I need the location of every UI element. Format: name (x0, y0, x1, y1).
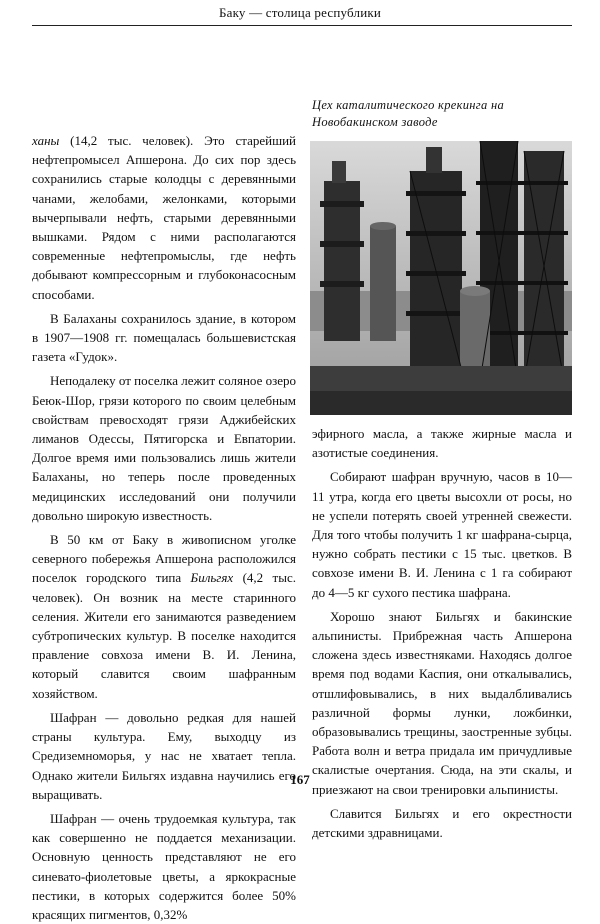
paragraph-text: В 50 км от Баку в живописном уголке северного побережья Апшерона расположился поселок городского типа (32, 532, 296, 586)
running-header: Баку — столица республики (218, 5, 382, 20)
paragraph: Шафран — довольно редкая для нашей страны культура. Ему, выходцу из Средиземноморья, у нас не хватает тепла. Однако жители Бильгях издавна научились его выращивать. (32, 709, 296, 802)
place-name-italic: Бильгях (190, 570, 234, 586)
photo-caption (312, 97, 574, 130)
paragraph (32, 131, 296, 304)
paragraph: Шафран — очень трудоемкая культура, так как совершенно не поддается механизации. Основную ценность представляют не его синевато-фиолетовые цветы, а яркокрасные пестики, в которых содержится более 50% красящих пигментов, 0,32% (32, 810, 296, 922)
industrial-plant-photo (310, 141, 572, 415)
paragraph: Неподалеку от поселка лежит соляное озеро Беюк-Шор, грязи которого по своим целебным свойствам превосходят грязи Аджибейских лиманов Одессы, Пятигорска и Евпатории. Долгое время ими пользовались лишь жители Балаханы, но теперь после проведенных медицинских исследований они получили довольно широкую известность. (32, 373, 296, 523)
left-text-column (32, 131, 296, 924)
paragraph: Собирают шафран вручную, часов в 10—11 утра, когда его цветы высохли от росы, но не успели потерять своей утренней свежести. Для того чтобы получить 1 кг шафрана-сырца, нужно собрать пестики с 15 тыс. цветков. В совхозе имени В. И. Ленина с 1 га собирают до 4—5 кг сухого пестика шафрана. (312, 469, 572, 600)
paragraph (32, 530, 296, 703)
place-name-italic: ханы (32, 133, 60, 148)
photo-illustration (310, 141, 572, 415)
paragraph: эфирного масла, а также жирные масла и азотистые соединения. (312, 426, 572, 461)
header-rule (32, 25, 572, 26)
page-number: 167 (290, 772, 310, 787)
paragraph: В Балаханы сохранилось здание, в котором в 1907—1908 гг. помещалась большевистская газета «Гудок». (32, 310, 296, 365)
caption-line-2: Новобакинском заводе (312, 114, 438, 129)
paragraph: Хорошо знают Бильгях и бакинские альпинисты. Прибрежная часть Апшерона сложена здесь известняками. Находясь долгое время под водами Каспия, они откалывались, отшлифовывались, в них выдалбливались различной формы лунки, ложбинки, образовывались трещины, заостренные зубцы. Работа волн и ветра придала им причудливые скалистые очертания. Сюда, на эти скалы, и приезжают на свои тренировки альпинисты. (312, 608, 572, 797)
paragraph-text: (14,2 тыс. человек). Это старейший нефтепромысел Апшерона. До сих пор здесь сохранились старые колодцы с деревянными чанами, желобами, желонками, которыми вычерпывали нефть, старыми деревянными вышками. Рядом с ними располагаются современные нефтепромыслы, где нефть добывают компрессорным и глубоконасосным способами. (32, 133, 296, 302)
caption-line-1: Цех каталитического крекинга на (312, 98, 504, 112)
paragraph-text: (4,2 тыс. человек). Он возник на месте старинного селения. Жители его занимаются разведением субтропических культур. В поселке находится правление совхоза имени В. И. Ленина, который славится своим шафранным хозяйством. (32, 570, 296, 701)
paragraph: Славится Бильгях и его окрестности детскими здравницами. (312, 805, 572, 841)
